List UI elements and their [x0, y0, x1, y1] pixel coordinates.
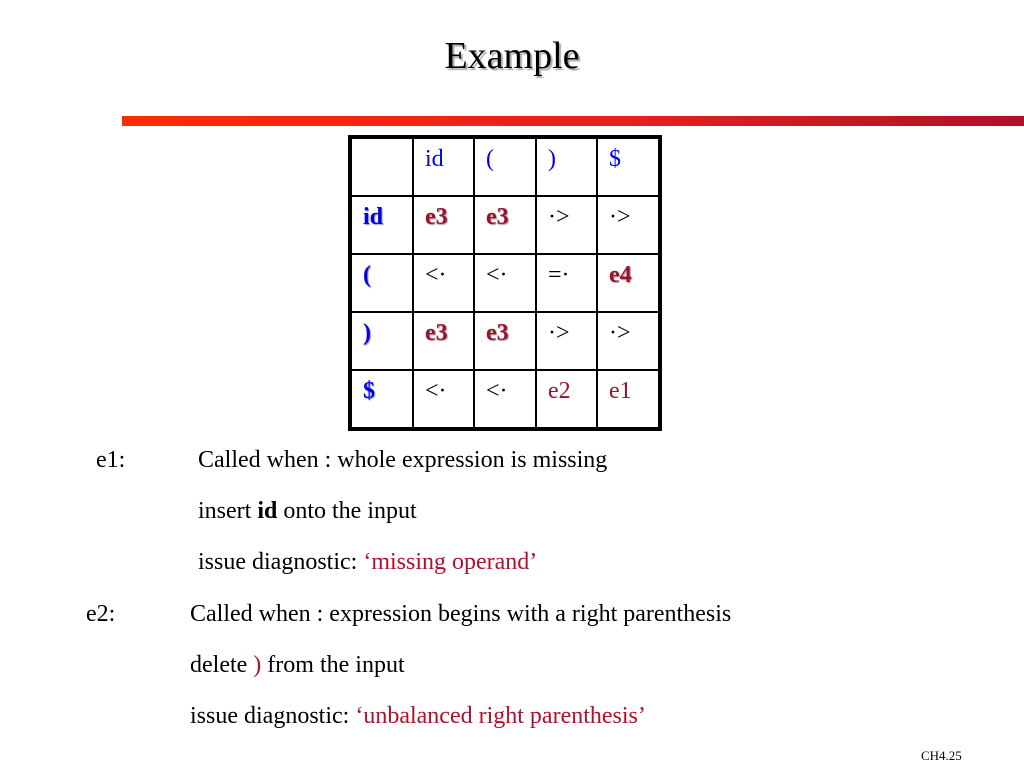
table-row: [351, 312, 659, 370]
e1-action-suffix: onto the input: [277, 498, 417, 524]
e1-description: Called when : whole expression is missing: [198, 447, 608, 473]
e2-diagnostic: [190, 703, 646, 730]
e1-diagnostic: [198, 549, 537, 576]
table-corner-cell: [351, 138, 413, 196]
table-cell: e4: [597, 254, 659, 312]
table-row: [351, 196, 659, 254]
e2-diagnostic-prefix: issue diagnostic:: [190, 703, 356, 729]
table-cell: e1: [597, 370, 659, 428]
table-cell: =·: [536, 254, 597, 312]
table-cell: e2: [536, 370, 597, 428]
table-cell: e3: [474, 312, 536, 370]
e2-label: e2:: [86, 601, 116, 627]
slide-number: CH4.25: [921, 748, 962, 763]
row-header: id: [351, 196, 413, 254]
table-cell: <·: [413, 370, 474, 428]
e1-action-prefix: insert: [198, 498, 258, 524]
table-cell: <·: [474, 370, 536, 428]
row-header: ): [351, 312, 413, 370]
table-cell: <·: [474, 254, 536, 312]
e1-diagnostic-message: ‘missing operand’: [363, 549, 538, 575]
e1-action-token: id: [257, 498, 278, 524]
column-header: $: [597, 138, 659, 196]
table-cell: <·: [413, 254, 474, 312]
table-cell: ·>: [597, 312, 659, 370]
slide-title: Example: [444, 35, 580, 77]
column-header: ): [536, 138, 597, 196]
table-cell: ·>: [536, 312, 597, 370]
e2-action-prefix: delete: [190, 652, 254, 678]
title-underline-bar: [122, 116, 1024, 126]
precedence-table: [348, 135, 662, 431]
table-cell: ·>: [536, 196, 597, 254]
e2-description: Called when : expression begins with a right parenthesis: [190, 601, 732, 627]
table-row: [351, 254, 659, 312]
table-cell: ·>: [597, 196, 659, 254]
table-row: [351, 370, 659, 428]
e1-diagnostic-prefix: issue diagnostic:: [198, 549, 364, 575]
e2-action: [190, 652, 405, 679]
e1-label: e1:: [96, 447, 126, 473]
e2-action-suffix: from the input: [261, 652, 405, 678]
e2-action-token: ): [253, 652, 262, 678]
row-header: $: [351, 370, 413, 428]
table-cell: e3: [413, 312, 474, 370]
e2-diagnostic-message: ‘unbalanced right parenthesis’: [355, 703, 646, 729]
table-header-row: [351, 138, 659, 196]
table-cell: e3: [474, 196, 536, 254]
column-header: id: [413, 138, 474, 196]
row-header: (: [351, 254, 413, 312]
column-header: (: [474, 138, 536, 196]
table-cell: e3: [413, 196, 474, 254]
e1-action: [198, 498, 417, 525]
